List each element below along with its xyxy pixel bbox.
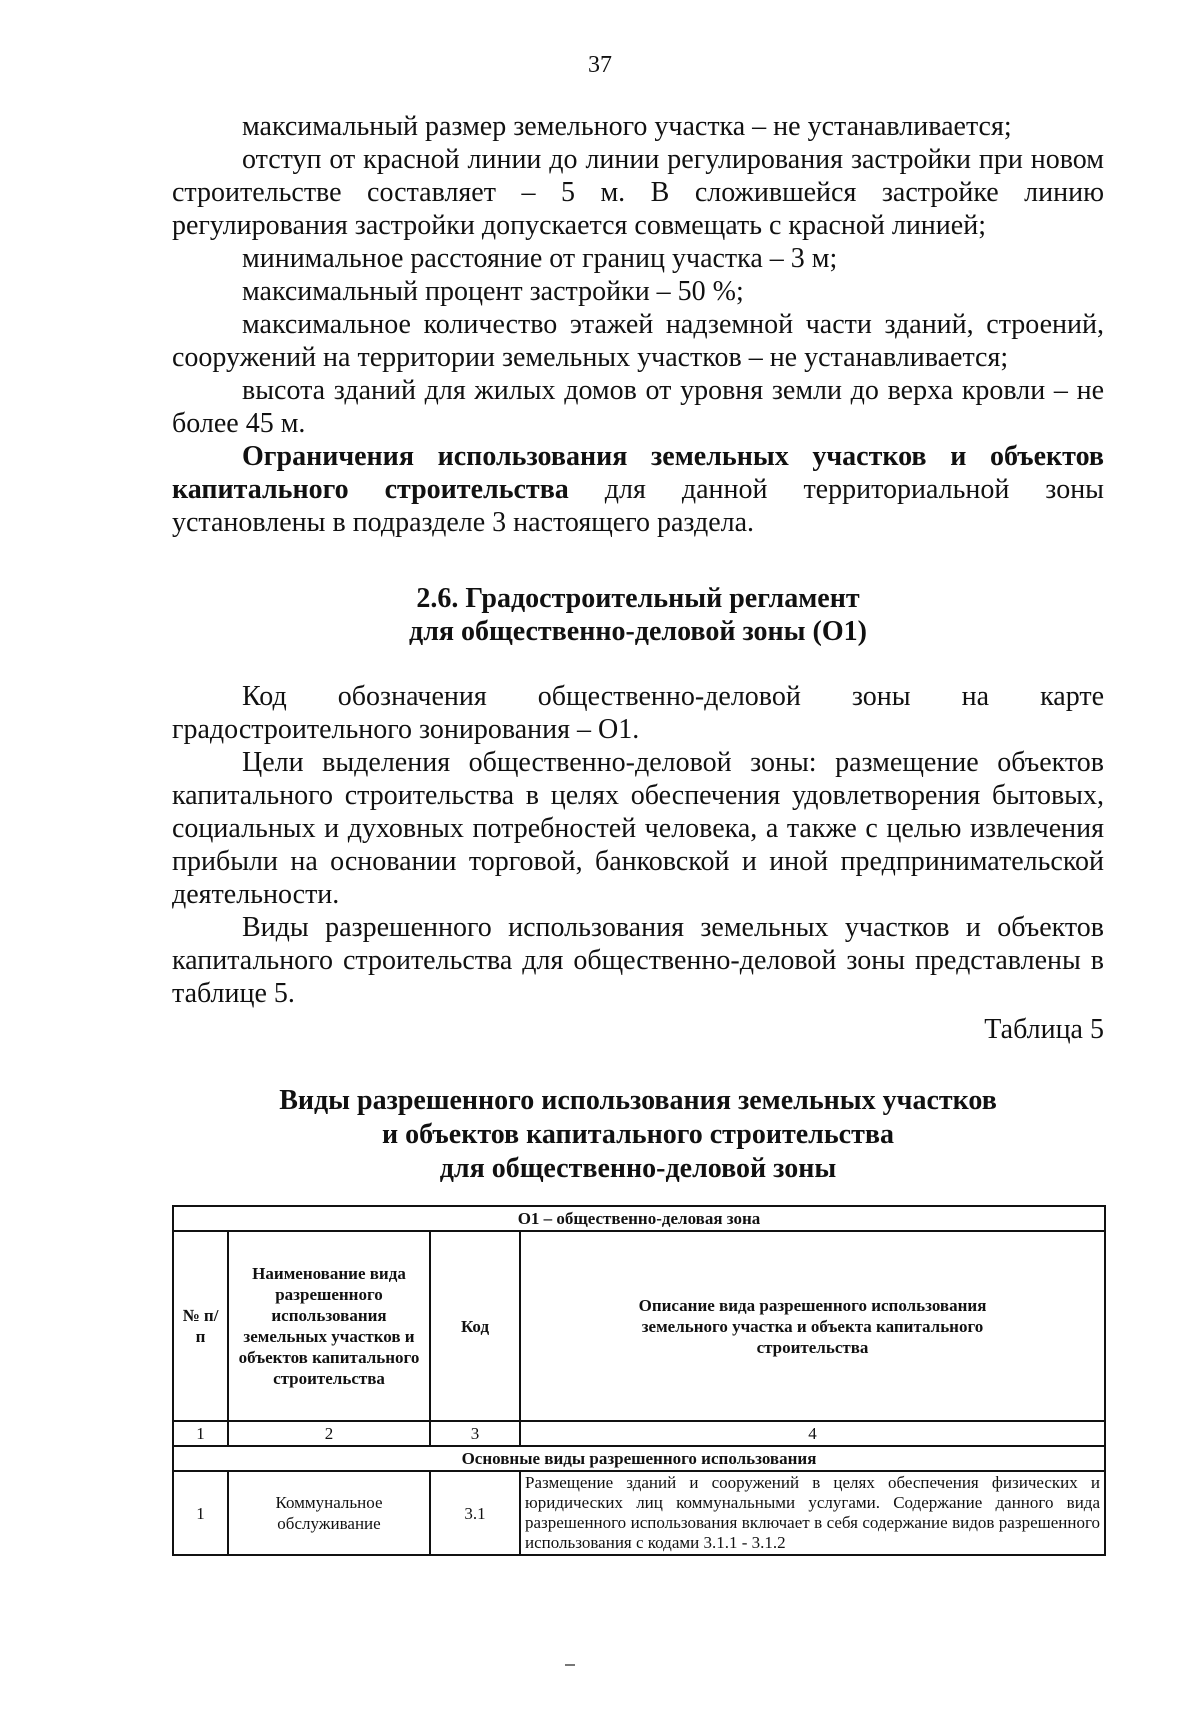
table-label: Таблица 5	[984, 1014, 1104, 1045]
paragraph: максимальное количество этажей надземной части зданий, строений, сооружений на территории земельных участков – не устанавливается;	[172, 309, 1104, 373]
col-number: 2	[228, 1421, 430, 1446]
row-number: 1	[173, 1471, 228, 1555]
paragraph: Код обозначения общественно-деловой зоны на карте градостроительного зонирования – О1.	[172, 681, 1104, 745]
page-number: 37	[588, 52, 612, 78]
zone-header-row	[173, 1206, 1105, 1231]
section-row	[173, 1446, 1105, 1471]
restrictions-paragraph	[172, 440, 1104, 539]
restrictions-rest: для данной территориальной зоны установлены в подразделе 3 настоящего раздела.	[172, 474, 1104, 538]
paragraph: высота зданий для жилых домов от уровня земли до верха кровли – не более 45 м.	[172, 375, 1104, 439]
table-title-line: Виды разрешенного использования земельных участков	[279, 1085, 997, 1116]
section-heading-line: для общественно-деловой зоны (О1)	[409, 616, 867, 647]
table-title-line: для общественно-деловой зоны	[439, 1153, 837, 1184]
zone-header: О1 – общественно-деловая зона	[173, 1206, 1105, 1231]
column-number-row	[173, 1421, 1105, 1446]
column-header-row	[173, 1231, 1105, 1421]
col-header-code: Код	[430, 1231, 520, 1421]
section-text	[172, 680, 1104, 1010]
col-header-name: Наименование вида разрешенного использования земельных участков и объектов капитального строительства	[228, 1231, 430, 1421]
permitted-uses-table	[172, 1205, 1106, 1556]
paragraph: минимальное расстояние от границ участка – 3 м;	[242, 243, 838, 274]
col-number: 1	[173, 1421, 228, 1446]
section-heading-line: 2.6. Градостроительный регламент	[416, 583, 860, 614]
col-number: 4	[520, 1421, 1105, 1446]
paragraph: отступ от красной линии до линии регулирования застройки при новом строительстве составляет – 5 м. В сложившейся застройке линию регулирования застройки допускается совмещать с красной линией;	[172, 144, 1104, 241]
table-title	[172, 1084, 1104, 1186]
row-code: 3.1	[430, 1471, 520, 1555]
col-number: 3	[430, 1421, 520, 1446]
table-row	[173, 1471, 1105, 1555]
col-header-number: № п/п	[173, 1231, 228, 1421]
parameters-text	[172, 110, 1104, 539]
row-name: Коммунальное обслуживание	[228, 1471, 430, 1555]
row-description: Размещение зданий и сооружений в целях обеспечения физических и юридических лиц коммунальными услугами. Содержание данного вида разрешенного использования включает в себя содержание видов разрешенного использования с кодами 3.1.1 - 3.1.2	[520, 1471, 1105, 1555]
paragraph: максимальный процент застройки – 50 %;	[242, 276, 744, 307]
paragraph: максимальный размер земельного участка – не устанавливается;	[242, 111, 1012, 142]
paragraph: Виды разрешенного использования земельных участков и объектов капитального строительства для общественно-деловой зоны представлены в таблице 5.	[172, 912, 1104, 1009]
section-heading	[172, 582, 1104, 648]
scan-mark	[565, 1664, 575, 1666]
col-header-description: Описание вида разрешенного использования земельного участка и объекта капитального строительства	[520, 1231, 1105, 1421]
paragraph: Цели выделения общественно-деловой зоны: размещение объектов капитального строительства в целях обеспечения удовлетворения бытовых, социальных и духовных потребностей человека, а также с целью извлечения прибыли на основании торговой, банковской и иной предпринимательской деятельности.	[172, 747, 1104, 910]
table-title-line: и объектов капитального строительства	[382, 1119, 894, 1150]
restrictions-bold: Ограничения использования земельных участков и объектов капитального строительства	[172, 441, 1104, 505]
section-row-label: Основные виды разрешенного использования	[173, 1446, 1105, 1471]
